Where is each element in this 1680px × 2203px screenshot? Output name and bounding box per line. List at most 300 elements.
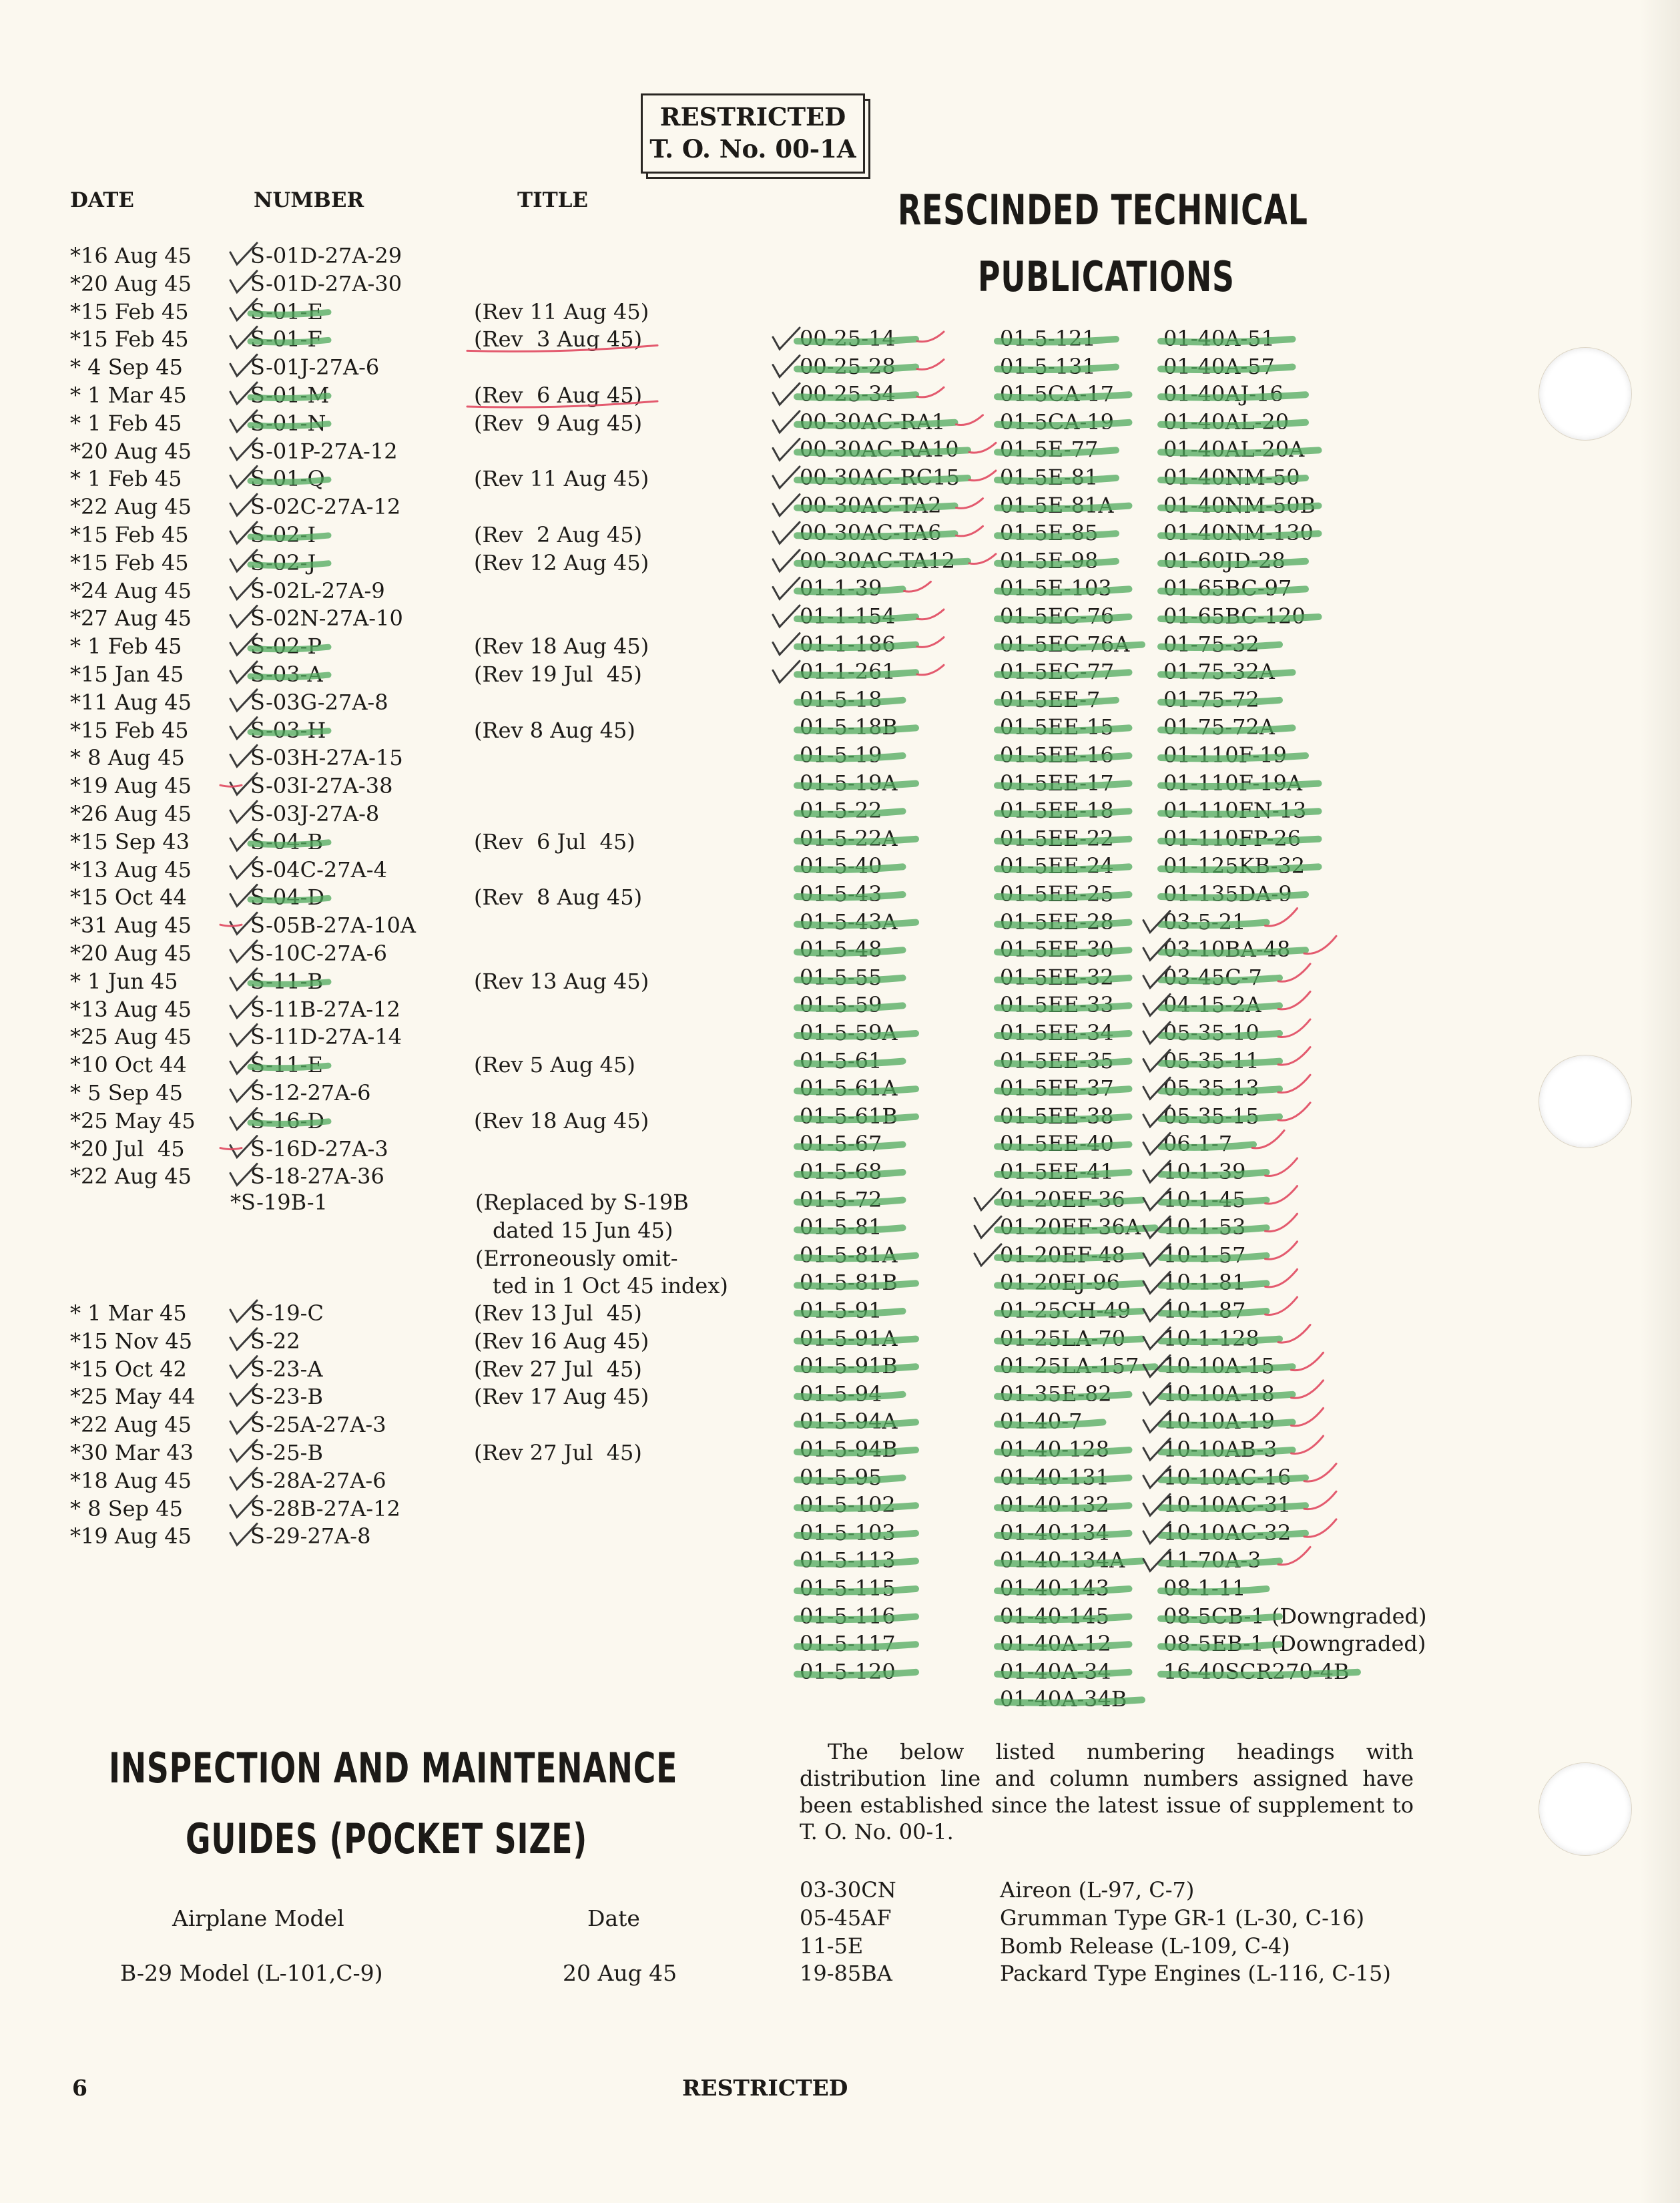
rescinded-number: 10-1-53 xyxy=(1163,1214,1246,1240)
revision-number: S-16D-27A-3 xyxy=(250,1136,388,1162)
revision-date: *24 Aug 45 xyxy=(70,577,192,603)
revision-number: S-25A-27A-3 xyxy=(250,1412,386,1438)
header-to-number: T. O. No. 00-1A xyxy=(649,134,856,164)
rescinded-number: 01-5EE-38 xyxy=(1000,1103,1114,1129)
rescinded-number: 00-30AC-RC15 xyxy=(800,465,960,490)
rescinded-number: 01-5EE-22 xyxy=(1000,825,1114,851)
revision-title: (Rev 2 Aug 45) xyxy=(474,522,643,547)
revision-date: *16 Aug 45 xyxy=(70,243,192,268)
red-tick xyxy=(1278,1019,1310,1037)
revision-title: (Rev 17 Aug 45) xyxy=(474,1384,649,1410)
replaced-note-line: ted in 1 Oct 45 index) xyxy=(493,1273,728,1299)
rescinded-number: 01-20EF-36 xyxy=(1000,1186,1125,1212)
rescinded-number: 01-5-117 xyxy=(800,1631,896,1657)
rescinded-number: 01-110F-19A xyxy=(1163,770,1303,796)
check-mark xyxy=(773,661,800,682)
rescinded-number: 01-5EC-76A xyxy=(1000,631,1130,657)
rescinded-number: 01-5-116 xyxy=(800,1603,896,1629)
revision-date: * 1 Feb 45 xyxy=(70,410,182,436)
rescinded-number: 01-5-131 xyxy=(1000,353,1096,379)
heading-number: 05-45AF xyxy=(800,1905,892,1931)
rescinded-number: 10-1-45 xyxy=(1163,1186,1246,1212)
red-tick xyxy=(1292,1381,1324,1398)
revision-date: *15 Sep 43 xyxy=(70,828,190,854)
rescinded-number: 08-1-11 xyxy=(1163,1575,1246,1601)
red-tick xyxy=(1266,1242,1298,1259)
revision-date: * 1 Feb 45 xyxy=(70,634,182,660)
rescinded-number: 01-40A-51 xyxy=(1163,326,1275,351)
revision-title: (Rev 18 Aug 45) xyxy=(474,1108,649,1134)
revision-number: S-01J-27A-6 xyxy=(250,354,380,381)
rescinded-number: 00-25-28 xyxy=(800,353,896,379)
red-tick xyxy=(917,360,944,370)
red-tick xyxy=(1304,1464,1336,1481)
red-tick xyxy=(969,554,996,564)
red-tick xyxy=(1304,1491,1336,1509)
rescinded-number: 01-5EE-33 xyxy=(1000,992,1114,1018)
rescinded-number: 01-5EE-35 xyxy=(1000,1047,1114,1073)
replaced-note-line: dated 15 Jun 45) xyxy=(493,1217,673,1243)
check-mark xyxy=(773,495,800,516)
revision-number: S-18-27A-36 xyxy=(250,1164,384,1190)
red-tick xyxy=(917,638,944,648)
rescinded-number: 01-5-19 xyxy=(800,742,882,768)
rescinded-number: 01-65BC-120 xyxy=(1163,603,1306,629)
revision-date: *19 Aug 45 xyxy=(70,1523,192,1549)
red-tick xyxy=(1278,1047,1310,1065)
rescinded-number: 01-25LA-157 xyxy=(1000,1353,1139,1379)
rescinded-number: 03-5-21 xyxy=(1163,909,1246,935)
heading-number: 19-85BA xyxy=(800,1961,892,1987)
revision-title: (Rev 27 Jul 45) xyxy=(474,1356,642,1382)
revision-title: (Rev 9 Aug 45) xyxy=(474,410,643,436)
rescinded-number: 10-10A-19 xyxy=(1163,1409,1275,1435)
rescinded-number: 01-5-67 xyxy=(800,1131,882,1157)
revision-number: S-29-27A-8 xyxy=(250,1523,371,1549)
binder-hole-top xyxy=(1538,347,1632,441)
rescinded-number: 01-40A-34 xyxy=(1000,1658,1111,1684)
rescinded-number: 01-5EE-25 xyxy=(1000,881,1114,907)
revision-title: (Rev 12 Aug 45) xyxy=(474,549,649,575)
rescinded-number: 01-5-68 xyxy=(800,1159,882,1184)
heading-number: 11-5E xyxy=(800,1933,864,1959)
revision-date: *27 Aug 45 xyxy=(70,605,192,632)
rescinded-number: 11-70A-3 xyxy=(1163,1547,1262,1573)
inspection-title-line1: INSPECTION AND MAINTENANCE xyxy=(109,1744,678,1792)
revision-title: (Rev 11 Aug 45) xyxy=(474,298,649,324)
page-edge-shadow xyxy=(1640,0,1680,2203)
rescinded-number: 01-5-81A xyxy=(800,1242,898,1268)
revision-date: *15 Feb 45 xyxy=(70,549,189,575)
rescinded-number: 01-5-81B xyxy=(800,1270,898,1296)
revision-number: S-01D-27A-30 xyxy=(250,270,402,296)
revision-number: S-01-F xyxy=(250,326,322,352)
revision-number: S-03-H xyxy=(250,717,326,743)
rescinded-title-line2: PUBLICATIONS xyxy=(978,252,1235,301)
rescinded-number: 01-5CA-17 xyxy=(1000,381,1115,407)
check-mark xyxy=(773,356,800,377)
revision-number: S-02-J xyxy=(250,549,316,575)
revision-title: (Rev 16 Aug 45) xyxy=(474,1328,649,1354)
revision-title: (Rev 27 Jul 45) xyxy=(474,1440,642,1465)
rescinded-number: 01-5-19A xyxy=(800,770,898,796)
rescinded-number: 01-5EE-37 xyxy=(1000,1075,1114,1102)
revision-number: S-01-N xyxy=(250,410,326,436)
rescinded-number: 01-5-121 xyxy=(1000,326,1096,351)
rescinded-number: 10-1-39 xyxy=(1163,1159,1246,1184)
rescinded-number: 01-110FN-13 xyxy=(1163,798,1307,824)
red-tick xyxy=(1278,964,1310,981)
revision-title: (Rev 18 Aug 45) xyxy=(474,634,649,660)
revision-number: S-01-E xyxy=(250,298,323,324)
check-mark xyxy=(773,439,800,460)
rescinded-number: 01-75-32A xyxy=(1163,659,1275,685)
binder-hole-middle xyxy=(1538,1055,1632,1148)
rescinded-number: 03-10BA-48 xyxy=(1163,937,1291,963)
red-tick xyxy=(956,499,983,509)
revision-date: *15 Oct 42 xyxy=(70,1356,187,1382)
red-tick xyxy=(1292,1353,1324,1370)
revision-date: *19 Aug 45 xyxy=(70,773,192,799)
rescinded-number: 01-5-59A xyxy=(800,1020,898,1045)
page-number: 6 xyxy=(72,2075,87,2101)
revision-date: *20 Aug 45 xyxy=(70,438,192,464)
rescinded-number: 01-5EC-77 xyxy=(1000,659,1115,685)
red-dash xyxy=(220,925,242,926)
revision-number: S-05B-27A-10A xyxy=(250,913,416,939)
rescinded-number: 00-25-14 xyxy=(800,326,896,351)
revision-date: *11 Aug 45 xyxy=(70,689,192,715)
rescinded-number: 10-10AC-16 xyxy=(1163,1464,1292,1490)
revision-number: S-03H-27A-15 xyxy=(250,745,403,771)
rescinded-number: 01-5-94A xyxy=(800,1409,898,1435)
check-mark xyxy=(773,605,800,627)
check-mark xyxy=(773,328,800,349)
revision-date: * 4 Sep 45 xyxy=(70,354,183,381)
revision-number: S-22 xyxy=(250,1328,300,1354)
check-mark xyxy=(974,1216,1001,1238)
binder-hole-bottom xyxy=(1538,1762,1632,1856)
revision-title: (Rev 6 Aug 45) xyxy=(474,383,643,408)
rescinded-number: 01-5-22 xyxy=(800,798,882,824)
rescinded-number: 01-40A-57 xyxy=(1163,353,1275,379)
revision-number: S-01-Q xyxy=(250,466,325,492)
revision-number: S-04-D xyxy=(250,885,325,911)
rescinded-number: 03-45C-7 xyxy=(1163,964,1262,990)
rescinded-number: 01-5-48 xyxy=(800,937,882,963)
inspection-date: 20 Aug 45 xyxy=(563,1960,677,1986)
revision-title: (Rev 13 Aug 45) xyxy=(474,968,649,994)
replaced-note-line: (Replaced by S-19B xyxy=(475,1190,689,1215)
revision-number: S-04-B xyxy=(250,828,323,854)
rescinded-number: 01-40-145 xyxy=(1000,1603,1110,1629)
rescinded-number: 08-5CB-1 (Downgraded) xyxy=(1163,1603,1427,1629)
rescinded-number: 01-5EE-24 xyxy=(1000,853,1114,879)
rescinded-number: 01-5EE-7 xyxy=(1000,686,1101,712)
check-mark xyxy=(773,522,800,543)
replaced-note-line: (Erroneously omit- xyxy=(475,1245,678,1271)
rescinded-number: 01-40-132 xyxy=(1000,1492,1110,1518)
rescinded-number: 01-40AL-20 xyxy=(1163,409,1290,435)
rescinded-number: 01-5-61A xyxy=(800,1075,898,1102)
revision-date: *15 Feb 45 xyxy=(70,326,189,352)
check-mark xyxy=(974,1189,1001,1210)
revision-date: * 1 Feb 45 xyxy=(70,466,182,492)
rescinded-number: 01-5-43A xyxy=(800,909,898,935)
revision-date: *18 Aug 45 xyxy=(70,1467,192,1493)
revision-date: *22 Aug 45 xyxy=(70,1412,192,1438)
revision-number: S-10C-27A-6 xyxy=(250,941,387,966)
rescinded-number: 01-1-261 xyxy=(800,659,896,685)
red-tick xyxy=(1278,1103,1310,1120)
revision-number: S-23-A xyxy=(250,1356,323,1382)
revision-number: S-11D-27A-14 xyxy=(250,1024,402,1050)
revision-date: * 8 Aug 45 xyxy=(70,745,185,771)
rescinded-number: 01-40-134 xyxy=(1000,1519,1110,1545)
rescinded-number: 10-10AC-31 xyxy=(1163,1492,1292,1518)
rescinded-number: 01-5EC-76 xyxy=(1000,603,1115,629)
red-tick xyxy=(1278,1325,1310,1342)
revision-date: *20 Aug 45 xyxy=(70,270,192,296)
rescinded-number: 01-5-59 xyxy=(800,992,882,1018)
rescinded-number: 01-5-18 xyxy=(800,686,882,712)
rescinded-number: 00-30AC-RA1 xyxy=(800,409,946,435)
revision-number: S-02C-27A-12 xyxy=(250,494,401,520)
check-mark xyxy=(773,577,800,599)
red-tick xyxy=(1266,1214,1298,1231)
revision-title: (Rev 3 Aug 45) xyxy=(474,326,643,352)
rescinded-number: 01-125KB-32 xyxy=(1163,853,1306,879)
revision-number: S-28B-27A-12 xyxy=(250,1495,400,1521)
check-mark xyxy=(773,411,800,433)
rescinded-number: 01-5EE-30 xyxy=(1000,937,1114,963)
rescinded-number: 10-10AC-32 xyxy=(1163,1519,1292,1545)
revision-date: *26 Aug 45 xyxy=(70,801,192,826)
revision-number: S-25-B xyxy=(250,1440,323,1465)
rescinded-number: 01-25CH-49 xyxy=(1000,1298,1131,1323)
rescinded-number: 01-5-40 xyxy=(800,853,882,879)
revision-number: S-02N-27A-10 xyxy=(250,605,403,632)
rescinded-number: 01-5-94B xyxy=(800,1437,898,1462)
replaced-entry-number: *S-19B-1 xyxy=(230,1190,328,1215)
revision-date: * 1 Mar 45 xyxy=(70,383,187,408)
revision-number: S-28A-27A-6 xyxy=(250,1467,386,1493)
red-tick xyxy=(956,526,983,536)
rescinded-number: 01-5E-85 xyxy=(1000,520,1099,546)
rescinded-number: 01-5EE-17 xyxy=(1000,770,1114,796)
rescinded-number: 01-60JD-28 xyxy=(1163,547,1286,573)
revision-date: *15 Nov 45 xyxy=(70,1328,193,1354)
heading-description: Grumman Type GR-1 (L-30, C-16) xyxy=(1000,1905,1365,1931)
revision-title: (Rev 13 Jul 45) xyxy=(474,1300,642,1326)
rescinded-number: 00-30AC-RA10 xyxy=(800,437,959,463)
rescinded-number: 10-10AB-3 xyxy=(1163,1437,1278,1462)
rescinded-number: 01-135DA-9 xyxy=(1163,881,1292,907)
rescinded-number: 00-30AC-TA2 xyxy=(800,492,942,518)
rescinded-number: 01-40A-34B xyxy=(1000,1686,1127,1712)
revision-date: *13 Aug 45 xyxy=(70,856,192,883)
rescinded-number: 00-30AC-TA12 xyxy=(800,547,955,573)
rescinded-number: 10-1-81 xyxy=(1163,1270,1246,1296)
header-restricted: RESTRICTED xyxy=(659,102,846,132)
rescinded-number: 01-5-120 xyxy=(800,1658,896,1684)
rescinded-number: 01-5-22A xyxy=(800,825,898,851)
rescinded-number: 01-5-102 xyxy=(800,1492,896,1518)
revision-number: S-01P-27A-12 xyxy=(250,438,398,464)
revision-date: *20 Aug 45 xyxy=(70,941,192,966)
revision-number: S-03-A xyxy=(250,662,323,687)
heading-description: Aireon (L-97, C-7) xyxy=(1000,1877,1195,1903)
revision-number: S-11-E xyxy=(250,1052,323,1078)
heading-description: Bomb Release (L-109, C-4) xyxy=(1000,1933,1290,1959)
red-tick xyxy=(1278,1547,1310,1564)
red-tick xyxy=(917,665,944,675)
col-heading-date: DATE xyxy=(70,188,134,212)
revision-title: (Rev 19 Jul 45) xyxy=(474,662,642,687)
rescinded-number: 01-5E-81 xyxy=(1000,465,1099,490)
rescinded-number: 01-5-94 xyxy=(800,1381,882,1407)
revision-date: * 8 Sep 45 xyxy=(70,1495,183,1521)
red-tick xyxy=(956,415,983,425)
rescinded-number: 01-5EE-18 xyxy=(1000,798,1114,824)
revision-date: *25 Aug 45 xyxy=(70,1024,192,1050)
revision-date: *25 May 45 xyxy=(70,1108,196,1134)
rescinded-title-line1: RESCINDED TECHNICAL xyxy=(898,186,1308,234)
rescinded-number: 01-40AJ-16 xyxy=(1163,381,1284,407)
heading-number: 03-30CN xyxy=(800,1877,896,1903)
revision-title: (Rev 8 Aug 45) xyxy=(474,717,635,743)
rescinded-number: 01-5EE-28 xyxy=(1000,909,1114,935)
rescinded-number: 01-20EJ-96 xyxy=(1000,1270,1120,1296)
footer-restricted: RESTRICTED xyxy=(682,2075,848,2101)
red-tick xyxy=(969,471,996,481)
rescinded-number: 01-20EF-36A xyxy=(1000,1214,1141,1240)
revision-date: * 1 Jun 45 xyxy=(70,968,178,994)
red-tick xyxy=(969,443,996,453)
red-tick xyxy=(917,387,944,397)
revision-date: *22 Aug 45 xyxy=(70,494,192,520)
red-tick xyxy=(1252,1130,1284,1148)
rescinded-number: 08-5EB-1 (Downgraded) xyxy=(1163,1631,1426,1657)
inspection-col-model: Airplane Model xyxy=(172,1905,344,1931)
rescinded-number: 05-35-15 xyxy=(1163,1103,1259,1129)
revision-date: *31 Aug 45 xyxy=(70,913,192,939)
rescinded-number: 01-5E-77 xyxy=(1000,437,1099,463)
revision-number: S-01D-27A-29 xyxy=(250,243,402,268)
rescinded-number: 01-40-7 xyxy=(1000,1409,1083,1435)
revision-date: *10 Oct 44 xyxy=(70,1052,187,1078)
rescinded-number: 01-5EE-16 xyxy=(1000,742,1114,768)
rescinded-number: 01-40AL-20A xyxy=(1163,437,1305,463)
revision-number: S-23-B xyxy=(250,1384,323,1410)
rescinded-number: 06-1-7 xyxy=(1163,1131,1233,1157)
rescinded-number: 01-5CA-19 xyxy=(1000,409,1115,435)
rescinded-number: 01-5E-98 xyxy=(1000,547,1099,573)
red-tick xyxy=(1304,1519,1336,1537)
revision-number: S-16-D xyxy=(250,1108,325,1134)
revision-number: S-02-P xyxy=(250,634,322,660)
col-heading-title: TITLE xyxy=(517,188,589,212)
rescinded-number: 01-5-18B xyxy=(800,714,898,740)
rescinded-number: 01-5EE-32 xyxy=(1000,964,1114,990)
revision-date: *15 Jan 45 xyxy=(70,662,184,687)
rescinded-number: 00-25-34 xyxy=(800,381,896,407)
rescinded-number: 01-110FP-26 xyxy=(1163,825,1302,851)
rescinded-number: 01-1-39 xyxy=(800,575,882,601)
rescinded-number: 04-15-2A xyxy=(1163,992,1262,1018)
check-mark xyxy=(773,467,800,488)
revision-title: (Rev 11 Aug 45) xyxy=(474,466,649,492)
rescinded-number: 01-1-186 xyxy=(800,631,896,657)
header-classification-box xyxy=(641,93,865,174)
rescinded-number: 01-25LA-70 xyxy=(1000,1325,1126,1351)
rescinded-number: 16-40SCR270-4B xyxy=(1163,1658,1350,1684)
rescinded-number: 00-30AC-TA6 xyxy=(800,520,942,546)
revision-date: *13 Aug 45 xyxy=(70,996,192,1022)
inspection-model: B-29 Model (L-101,C-9) xyxy=(120,1960,383,1986)
inspection-col-date: Date xyxy=(587,1905,640,1931)
revision-date: *20 Jul 45 xyxy=(70,1136,185,1162)
inspection-title-line2: GUIDES (POCKET SIZE) xyxy=(186,1814,588,1863)
red-tick xyxy=(1278,991,1310,1009)
rescinded-number: 01-5EE-15 xyxy=(1000,714,1114,740)
rescinded-number: 01-5-95 xyxy=(800,1464,882,1490)
rescinded-number: 10-10A-18 xyxy=(1163,1381,1275,1407)
red-tick xyxy=(1304,936,1336,953)
rescinded-number: 01-40A-12 xyxy=(1000,1631,1111,1657)
revision-number: S-12-27A-6 xyxy=(250,1080,371,1106)
revision-number: S-02L-27A-9 xyxy=(250,577,385,603)
rescinded-number: 01-5-43 xyxy=(800,881,882,907)
rescinded-number: 01-40NM-130 xyxy=(1163,520,1314,546)
rescinded-number: 05-35-11 xyxy=(1163,1047,1259,1073)
rescinded-number: 01-5-91B xyxy=(800,1353,898,1379)
revision-number: S-03I-27A-38 xyxy=(250,773,393,799)
rescinded-number: 05-35-13 xyxy=(1163,1075,1259,1102)
red-tick xyxy=(1266,1297,1298,1314)
rescinded-number: 01-110F-19 xyxy=(1163,742,1287,768)
revision-date: *15 Feb 45 xyxy=(70,522,189,547)
revision-number: S-11B-27A-12 xyxy=(250,996,400,1022)
revision-date: *22 Aug 45 xyxy=(70,1164,192,1190)
rescinded-number: 01-65BC-97 xyxy=(1163,575,1292,601)
revision-date: *30 Mar 43 xyxy=(70,1440,194,1465)
rescinded-number: 01-5-91 xyxy=(800,1298,882,1323)
revision-number: S-01-M xyxy=(250,383,330,408)
rescinded-number: 01-5-72 xyxy=(800,1186,882,1212)
revision-number: S-19-C xyxy=(250,1300,324,1326)
red-dash xyxy=(220,1148,242,1150)
check-mark xyxy=(773,383,800,405)
revision-date: *15 Feb 45 xyxy=(70,717,189,743)
rescinded-number: 01-40-134A xyxy=(1000,1547,1125,1573)
rescinded-number: 01-40-128 xyxy=(1000,1437,1110,1462)
check-mark xyxy=(974,1244,1001,1266)
red-tick xyxy=(1266,1186,1298,1204)
rescinded-number: 01-75-32 xyxy=(1163,631,1259,657)
revision-date: *25 May 44 xyxy=(70,1384,196,1410)
red-tick xyxy=(917,332,944,342)
rescinded-number: 01-40NM-50B xyxy=(1163,492,1316,518)
revision-title: (Rev 8 Aug 45) xyxy=(474,885,643,911)
rescinded-number: 01-5E-103 xyxy=(1000,575,1112,601)
revision-title: (Rev 5 Aug 45) xyxy=(474,1052,635,1078)
headings-note: The below listed numbering headings with distribution line and column numbers assigned have been established since the latest issue of supplement to T. O. No. 00-1. xyxy=(800,1739,1414,1845)
rescinded-number: 01-5EE-40 xyxy=(1000,1131,1114,1157)
rescinded-number: 01-1-154 xyxy=(800,603,896,629)
rescinded-number: 01-5-61B xyxy=(800,1103,898,1129)
red-tick xyxy=(1292,1436,1324,1453)
